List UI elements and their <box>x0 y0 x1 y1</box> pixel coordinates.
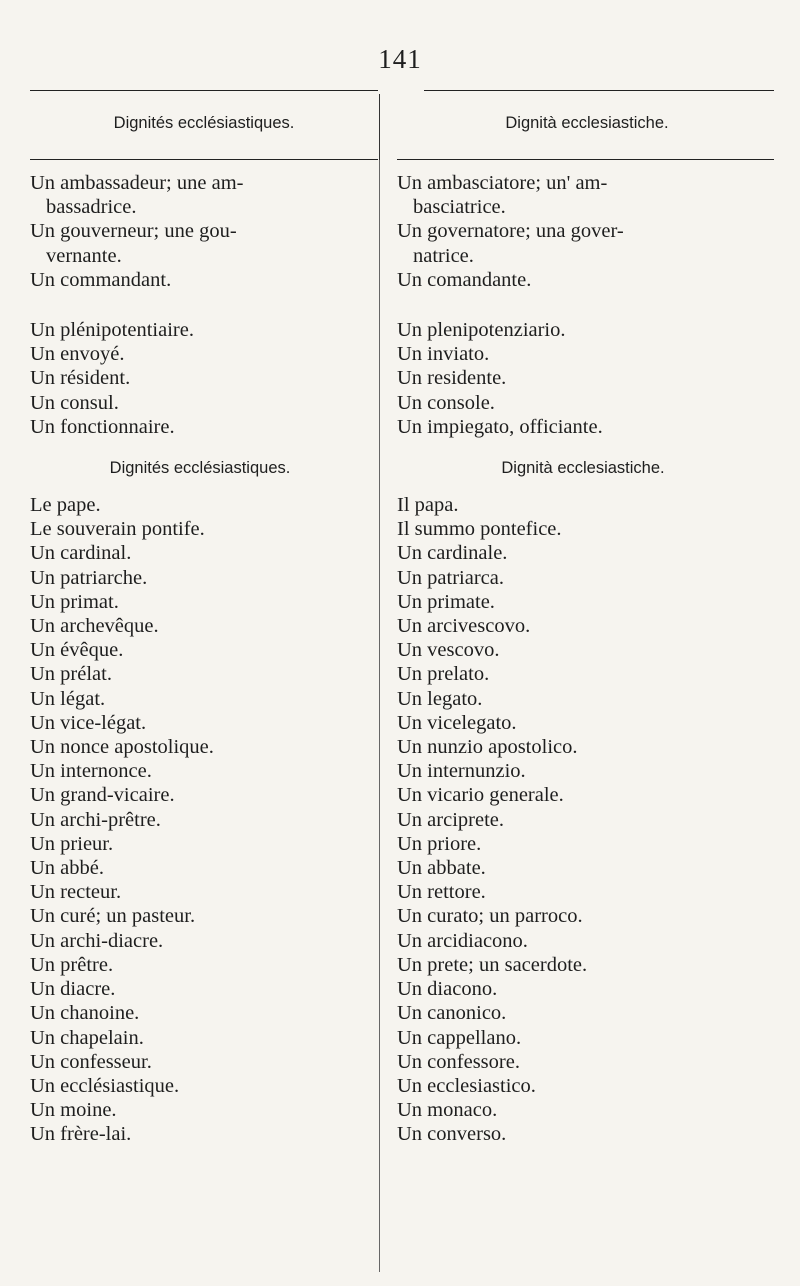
top-rule-left <box>30 90 378 91</box>
term-entry: Un ecclésiastique. <box>30 1074 180 1097</box>
term-entry: Un confessore. <box>397 1050 520 1073</box>
term-entry: Un curé; un pasteur. <box>30 905 196 928</box>
term-entry: Un vice-légat. <box>30 711 147 734</box>
top-rule-right <box>424 90 774 91</box>
entry-continuation: basciatrice. <box>413 196 506 219</box>
page-number: 141 <box>378 44 422 74</box>
term-entry: Un prélat. <box>30 663 112 686</box>
term-entry: Un abbate. <box>397 857 486 880</box>
term-entry: Un cardinal. <box>30 542 132 565</box>
term-entry: Un comandante. <box>397 268 532 291</box>
entry-continuation: vernante. <box>46 244 122 267</box>
term-entry: Un envoyé. <box>30 343 125 366</box>
term-entry: Un cardinale. <box>397 542 508 565</box>
term-entry: Un nonce apostolique. <box>30 736 214 759</box>
column-header-italian: Dignità ecclesiastiche. <box>505 114 669 132</box>
term-entry: Un governatore; una gover- <box>397 220 624 243</box>
section-heading: Dignités ecclésiastiques. <box>109 459 291 478</box>
term-entry: Un abbé. <box>30 857 105 880</box>
term-entry: Un prêtre. <box>30 953 114 976</box>
term-entry: Un grand-vicaire. <box>30 784 175 807</box>
term-entry: Un arcidiacono. <box>397 929 528 952</box>
term-entry: Un internunzio. <box>397 760 526 783</box>
term-entry: Un priore. <box>397 832 482 855</box>
header-rule-right <box>397 159 774 160</box>
term-entry: Un ambassadeur; une am- <box>30 172 244 194</box>
term-entry: Un nunzio apostolico. <box>397 736 578 759</box>
term-entry: Un inviato. <box>397 343 490 366</box>
term-entry: Un cappellano. <box>397 1026 522 1049</box>
term-entry: Un plenipotenziario. <box>397 319 566 342</box>
term-entry: Un archevêque. <box>30 615 159 638</box>
term-entry: Un residente. <box>397 367 507 390</box>
entry-continuation: bassadrice. <box>46 196 137 219</box>
term-entry: Un impiegato, officiante. <box>397 415 603 438</box>
header-rule-left <box>30 159 378 160</box>
term-entry: Un confesseur. <box>30 1050 152 1073</box>
term-entry: Un ambasciatore; un' am- <box>397 172 608 194</box>
term-entry: Un arcivescovo. <box>397 615 531 638</box>
term-entry: Un diacono. <box>397 978 498 1001</box>
section-gap <box>397 292 782 318</box>
term-entry: Un arciprete. <box>397 808 504 831</box>
term-entry: Un frère-lai. <box>30 1123 132 1146</box>
term-entry: Un prieur. <box>30 832 114 855</box>
french-column <box>30 171 370 1147</box>
term-entry: Un vicario generale. <box>397 784 564 807</box>
term-entry: Un archi-diacre. <box>30 929 164 952</box>
term-entry: Un ecclesiastico. <box>397 1074 536 1097</box>
term-entry: Un patriarca. <box>397 566 504 589</box>
term-entry: Un monaco. <box>397 1099 498 1122</box>
term-entry: Un rettore. <box>397 881 486 904</box>
term-entry: Un résident. <box>30 367 131 390</box>
term-entry: Un consul. <box>30 391 119 414</box>
term-entry: Il summo pontefice. <box>397 518 562 541</box>
term-entry: Un converso. <box>397 1123 507 1146</box>
term-entry: Un vicelegato. <box>397 711 517 734</box>
term-entry: Un gouverneur; une gou- <box>30 220 237 243</box>
term-entry: Un console. <box>397 391 495 414</box>
term-entry: Le souverain pontife. <box>30 518 205 541</box>
term-entry: Un archi-prêtre. <box>30 808 161 831</box>
term-entry: Un internonce. <box>30 760 152 783</box>
term-entry: Un primate. <box>397 590 495 613</box>
term-entry: Un vescovo. <box>397 639 500 662</box>
term-entry: Un curato; un parroco. <box>397 905 583 928</box>
term-entry: Un recteur. <box>30 881 122 904</box>
term-entry: Un patriarche. <box>30 566 148 589</box>
term-entry: Un évêque. <box>30 639 124 662</box>
column-header-french: Dignités ecclésiastiques. <box>113 114 295 132</box>
term-entry: Un canonico. <box>397 1002 507 1025</box>
term-entry: Un prete; un sacerdote. <box>397 953 588 976</box>
column-divider-header <box>379 94 380 160</box>
entry-continuation: natrice. <box>413 244 474 267</box>
term-entry: Un chanoine. <box>30 1002 140 1025</box>
term-entry: Un chapelain. <box>30 1026 144 1049</box>
term-entry: Le pape. <box>30 494 101 517</box>
term-entry: Un legato. <box>397 687 483 710</box>
term-entry: Il papa. <box>397 494 459 517</box>
term-entry: Un diacre. <box>30 978 116 1001</box>
term-entry: Un plénipotentiaire. <box>30 319 194 342</box>
term-entry: Un légat. <box>30 687 106 710</box>
term-entry: Un moine. <box>30 1099 117 1122</box>
section-gap <box>30 292 370 318</box>
column-divider <box>379 160 380 1272</box>
italian-column <box>397 171 782 1147</box>
section-heading: Dignità ecclesiastiche. <box>501 459 665 478</box>
term-entry: Un prelato. <box>397 663 490 686</box>
term-entry: Un fonctionnaire. <box>30 415 175 438</box>
term-entry: Un primat. <box>30 590 119 613</box>
term-entry: Un commandant. <box>30 268 172 291</box>
